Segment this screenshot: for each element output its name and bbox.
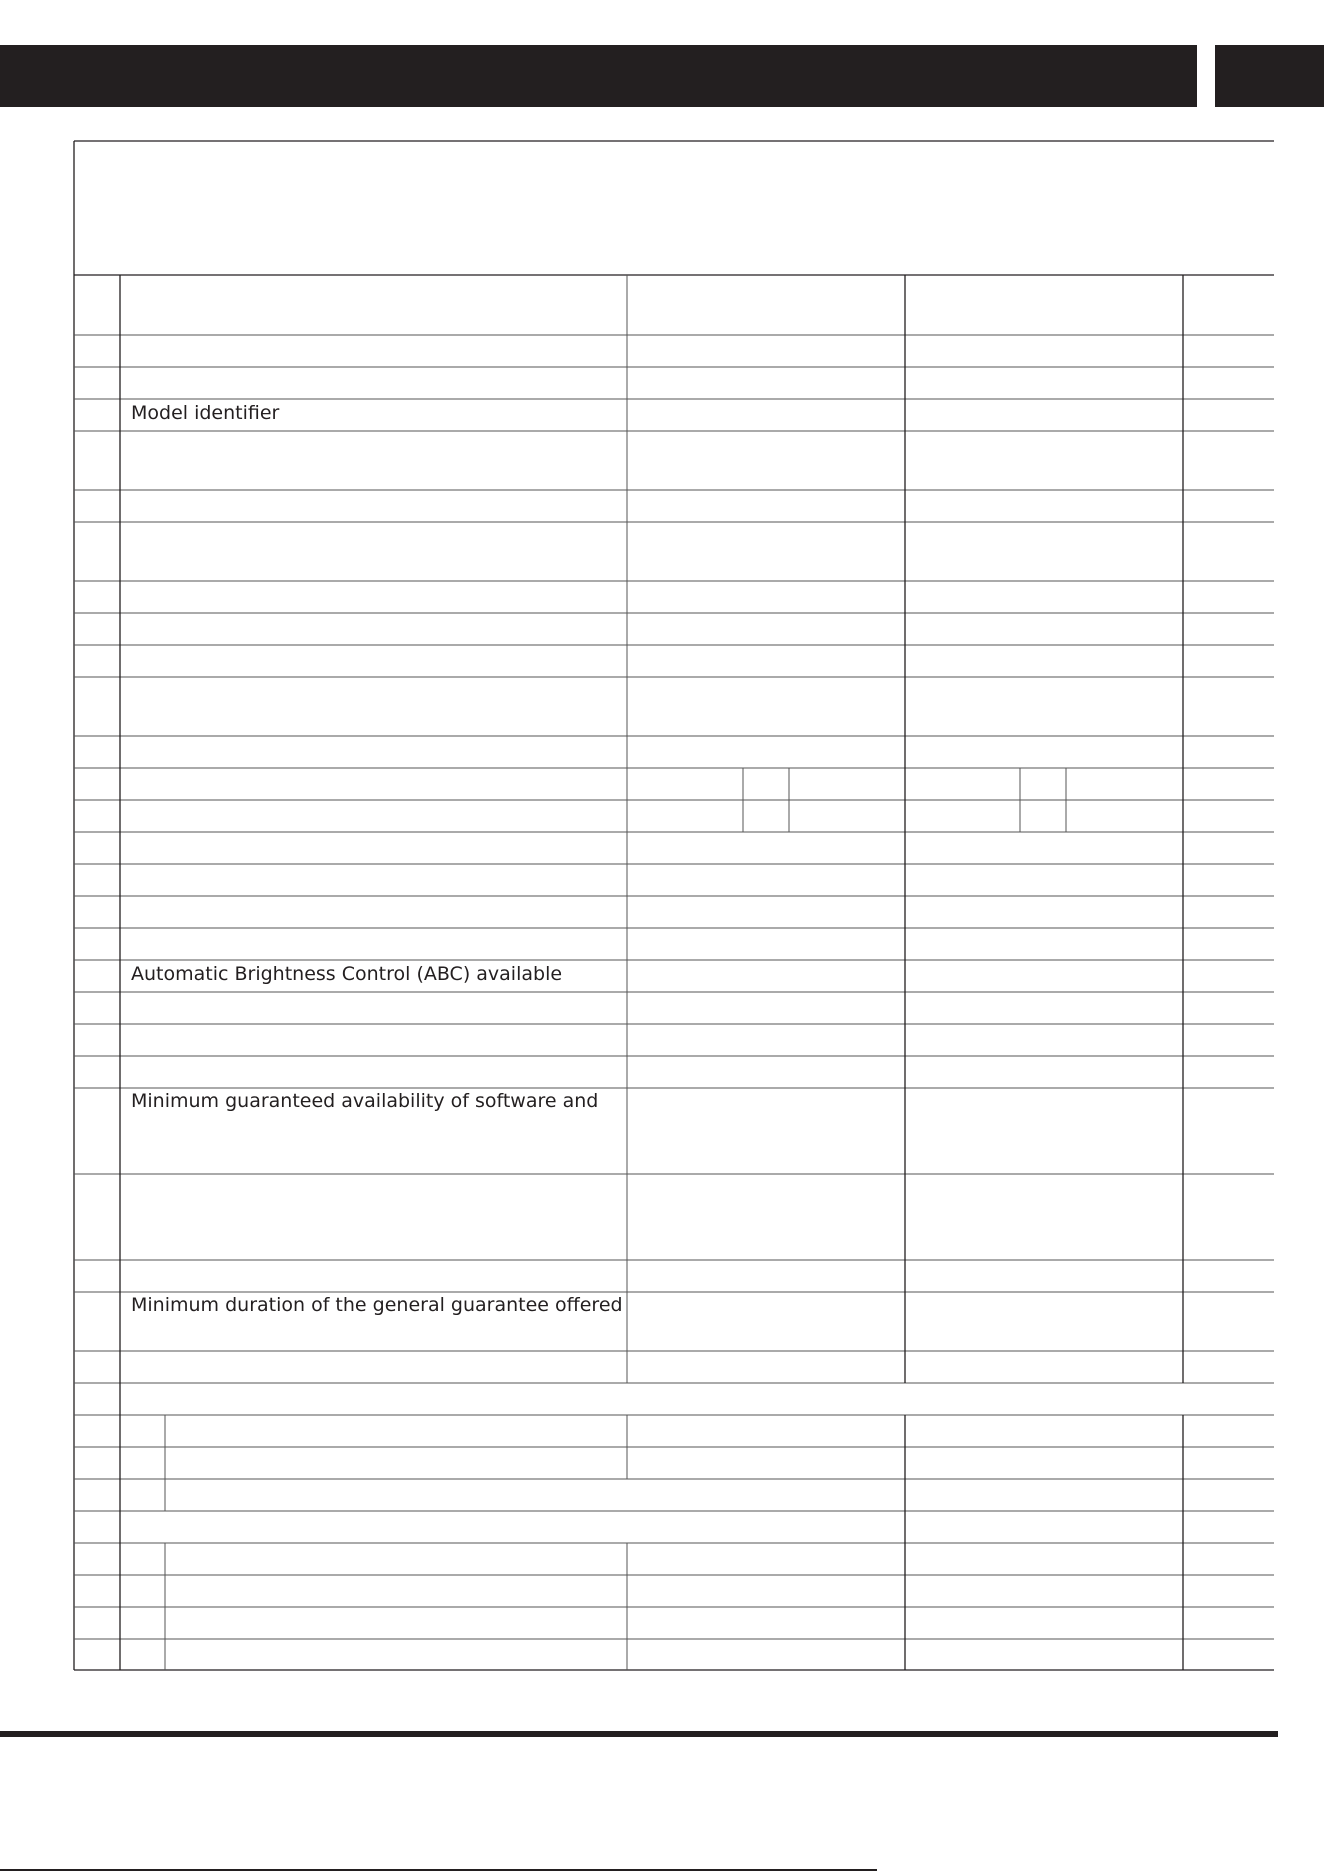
label-model-identifier: Model identifier <box>131 402 280 424</box>
label-abc-available: Automatic Brightness Control (ABC) available <box>131 963 563 985</box>
label-guarantee-duration: Minimum duration of the general guarantee offered <box>131 1294 623 1316</box>
label-software-availability: Minimum guaranteed availability of software and <box>131 1090 599 1112</box>
footnote-rule <box>0 1869 877 1871</box>
bottom-rule <box>0 1731 1278 1737</box>
